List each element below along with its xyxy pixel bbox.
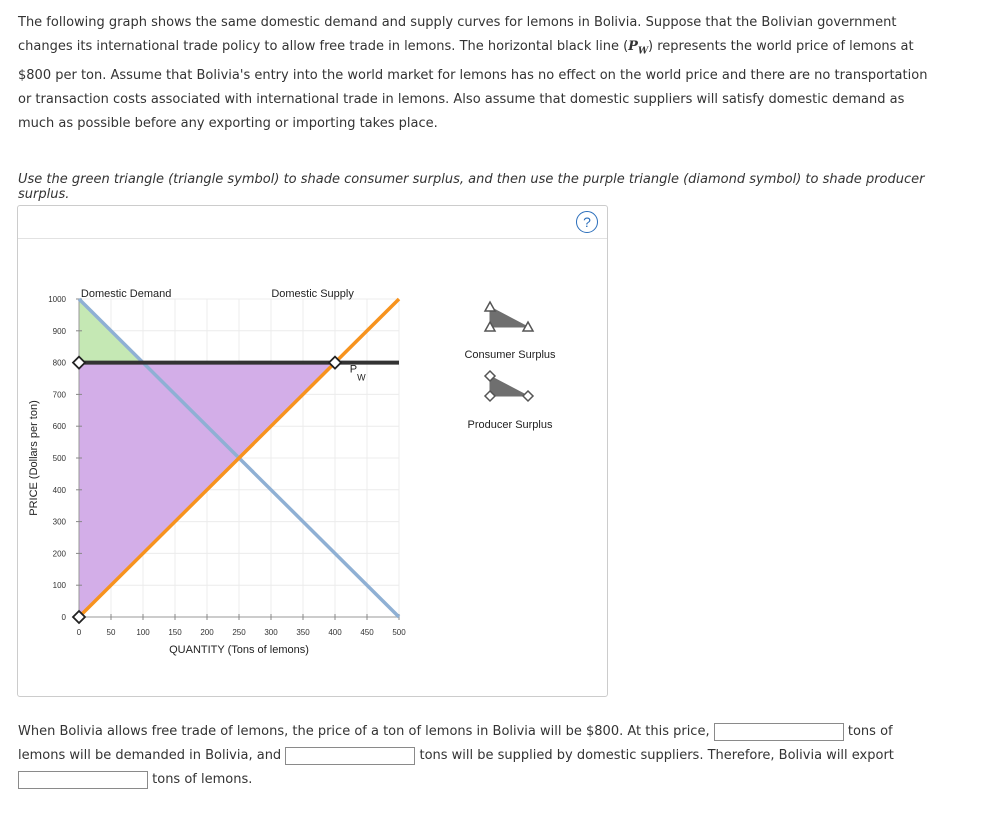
producer-surplus-legend-label: Producer Surplus <box>467 419 553 431</box>
y-axis-title: PRICE (Dollars per ton) <box>28 400 40 516</box>
answer-text-1: When Bolivia allows free trade of lemons, the price of a ton of lemons in Bolivia will be $800. At this price, <box>18 724 710 739</box>
answer-text-3: tons will be supplied by domestic suppliers. Therefore, Bolivia will export <box>419 748 894 763</box>
diamond-symbol-icon[interactable] <box>523 391 533 401</box>
graph-panel <box>17 205 608 697</box>
world-price-label: $P_W$ <box>349 363 366 383</box>
problem-statement <box>18 11 928 137</box>
y-tick-label: 0 <box>61 613 66 622</box>
answer-text-4: tons of lemons. <box>152 772 253 787</box>
quantity-supplied-input[interactable] <box>285 747 415 765</box>
x-tick-label: 350 <box>296 628 310 637</box>
y-tick-label: 200 <box>52 549 66 559</box>
exports-input[interactable] <box>18 771 148 789</box>
world-price-symbol: $P_W$ <box>628 39 649 57</box>
x-tick-label: 200 <box>200 628 214 637</box>
demand-curve-label: Domestic Demand <box>80 288 172 300</box>
x-tick-label: 400 <box>328 628 342 637</box>
graph-instruction: Use the green triangle (triangle symbol) to shade consumer surplus, and then use the purple triangle (diamond symbol) to shade producer surplus. <box>18 172 925 202</box>
x-tick-label: 100 <box>136 628 150 637</box>
x-tick-label: 300 <box>264 628 278 637</box>
y-tick-label: 700 <box>52 390 66 400</box>
answer-text-2: tons of lemons will be demanded in Bolivia, and <box>18 724 893 763</box>
x-tick-label: 500 <box>392 628 406 637</box>
problem-text-part1: The following graph shows the same domestic demand and supply curves for lemons in Bolivia. Suppose that the Bolivian government changes its international trade policy to allow free trade in lemons. The horizontal black line ( <box>18 15 897 55</box>
supply-curve-label: Domestic Supply <box>271 288 354 300</box>
x-tick-label: 250 <box>232 628 246 637</box>
triangle-symbol-icon[interactable] <box>485 302 495 311</box>
problem-text-part2: ) represents the world price of lemons at $800 per ton. Assume that Bolivia's entry into the world market for lemons has no effect on the world price and there are no transportation or transaction costs associated with international trade in lemons. Also assume that domestic suppliers will satisfy domestic demand as much as possible before any exporting or importing takes place. <box>18 39 928 132</box>
consumer-surplus-legend-label: Consumer Surplus <box>464 349 556 361</box>
help-button[interactable]: ? <box>576 211 598 233</box>
x-tick-label: 0 <box>76 628 82 637</box>
consumer-surplus-tool-shape[interactable] <box>490 307 528 327</box>
y-tick-label: 400 <box>52 485 66 495</box>
x-tick-label: 150 <box>168 628 182 637</box>
y-tick-label: 500 <box>52 454 66 463</box>
y-tick-label: 300 <box>52 517 66 527</box>
quantity-demanded-input[interactable] <box>714 723 844 741</box>
y-tick-label: 1000 <box>48 295 66 304</box>
answer-paragraph <box>18 720 918 792</box>
x-tick-label: 50 <box>106 628 116 637</box>
y-tick-label: 800 <box>52 358 66 368</box>
y-tick-label: 100 <box>52 581 66 591</box>
y-tick-label: 900 <box>52 326 66 336</box>
producer-surplus-tool-shape[interactable] <box>490 376 528 396</box>
x-tick-label: 450 <box>360 628 374 637</box>
y-tick-label: 600 <box>52 422 66 432</box>
x-axis-title: QUANTITY (Tons of lemons) <box>169 644 309 656</box>
supply-demand-chart <box>18 206 607 696</box>
